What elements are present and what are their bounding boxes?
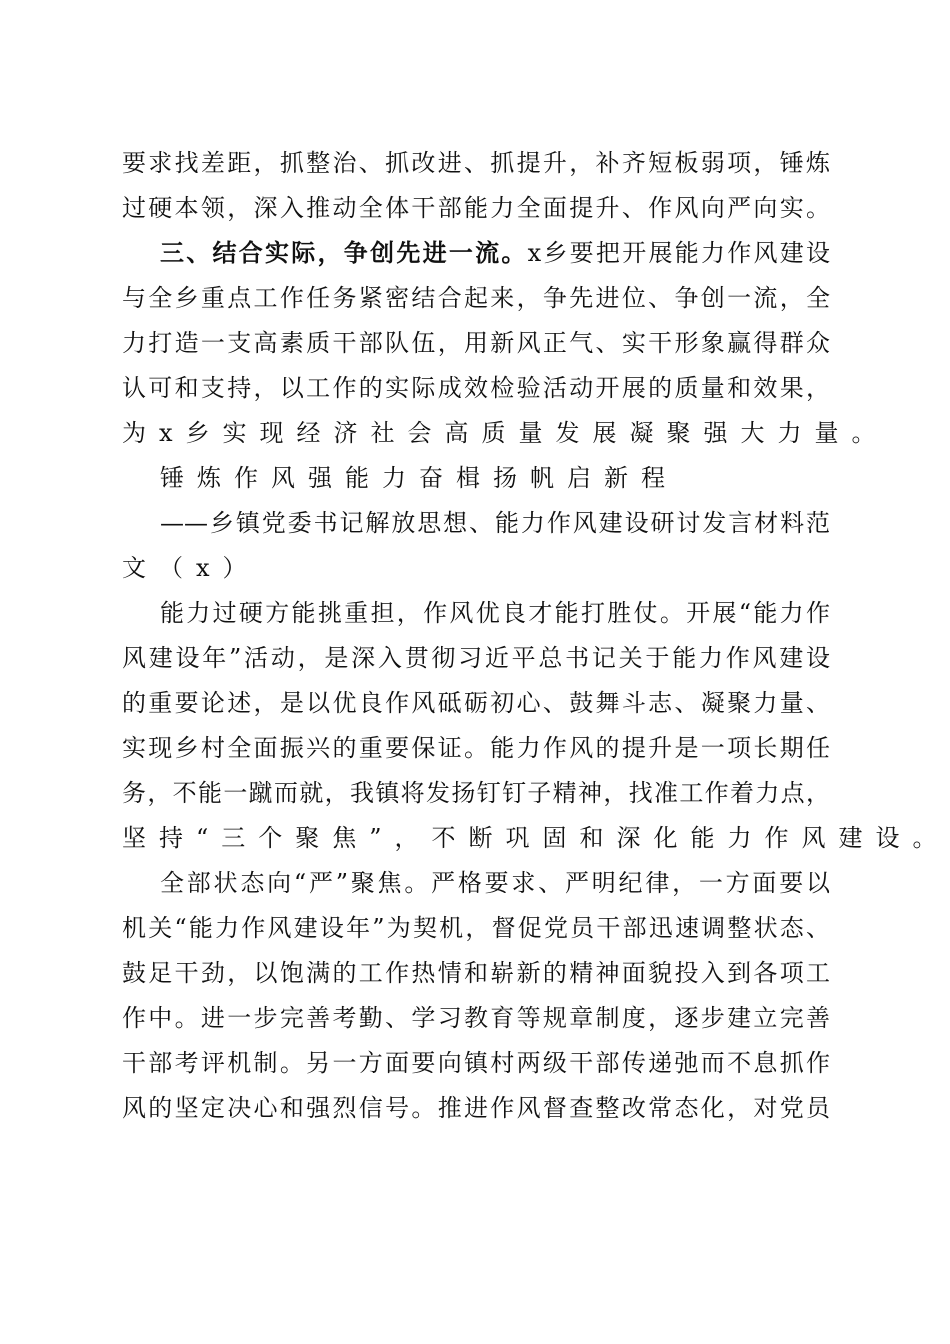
line-text: 锤炼作风强能力奋楫扬帆启新程 (160, 464, 678, 492)
line-text: x乡要把开展能力作风建设 (527, 239, 830, 267)
line-text: 坚持“三个聚焦”，不断巩固和深化能力作风建设。 (122, 824, 950, 852)
line-text: 为x乡实现经济社会高质量发展凝聚强大力量。 (122, 419, 889, 447)
line-text: 风的坚定决心和强烈信号。推进作风督查整改常态化，对党员 (122, 1094, 830, 1122)
text-line (122, 733, 830, 763)
line-text: 能力过硬方能挑重担，作风优良才能打胜仗。开展“能力作 (160, 599, 830, 627)
section-heading: 三、结合实际，争创先进一流。 (160, 238, 528, 267)
line-text: 实现乡村全面振兴的重要保证。能力作风的提升是一项长期任 (122, 734, 830, 762)
line-text: 与全乡重点工作任务紧密结合起来，争先进位、争创一流，全 (122, 284, 830, 312)
text-line (122, 778, 830, 808)
text-line (122, 1048, 830, 1078)
line-text: 鼓足干劲，以饱满的工作热情和崭新的精神面貌投入到各项工 (122, 959, 830, 987)
line-text: 全部状态向“严”聚焦。严格要求、严明纪律，一方面要以 (160, 869, 830, 897)
text-line (122, 823, 950, 853)
text-line (160, 508, 830, 538)
text-line (122, 418, 889, 448)
line-text: 风建设年”活动，是深入贯彻习近平总书记关于能力作风建设 (122, 644, 830, 672)
text-line (122, 283, 830, 313)
text-line (122, 1003, 830, 1033)
text-line (122, 553, 830, 583)
line-text: ——乡镇党委书记解放思想、能力作风建设研讨发言材料范 (160, 509, 830, 537)
text-line (122, 193, 830, 223)
text-line (122, 958, 830, 988)
text-line (122, 148, 830, 178)
text-line (122, 328, 830, 358)
line-text: 干部考评机制。另一方面要向镇村两级干部传递弛而不息抓作 (122, 1049, 830, 1077)
line-text: 作中。进一步完善考勤、学习教育等规章制度，逐步建立完善 (122, 1004, 830, 1032)
line-text: 认可和支持，以工作的实际成效检验活动开展的质量和效果， (122, 374, 830, 402)
text-line (122, 373, 830, 403)
line-text: 力打造一支高素质干部队伍，用新风正气、实干形象赢得群众 (122, 329, 830, 357)
line-text: 机关“能力作风建设年”为契机，督促党员干部迅速调整状态、 (122, 914, 830, 942)
line-text: 务，不能一蹴而就，我镇将发扬钉钉子精神，找准工作着力点， (122, 779, 830, 807)
text-line (160, 868, 830, 898)
document-title (160, 463, 830, 493)
line-text: 的重要论述，是以优良作风砥砺初心、鼓舞斗志、凝聚力量、 (122, 689, 830, 717)
text-line (122, 643, 830, 673)
line-text: 要求找差距，抓整治、抓改进、抓提升，补齐短板弱项，锤炼 (122, 149, 830, 177)
text-line (122, 913, 830, 943)
text-line (160, 598, 830, 628)
line-text: 过硬本领，深入推动全体干部能力全面提升、作风向严向实。 (122, 194, 830, 222)
text-line (160, 238, 830, 268)
text-line (122, 1093, 830, 1123)
text-line (122, 688, 830, 718)
line-text: 文（x） (122, 554, 260, 582)
